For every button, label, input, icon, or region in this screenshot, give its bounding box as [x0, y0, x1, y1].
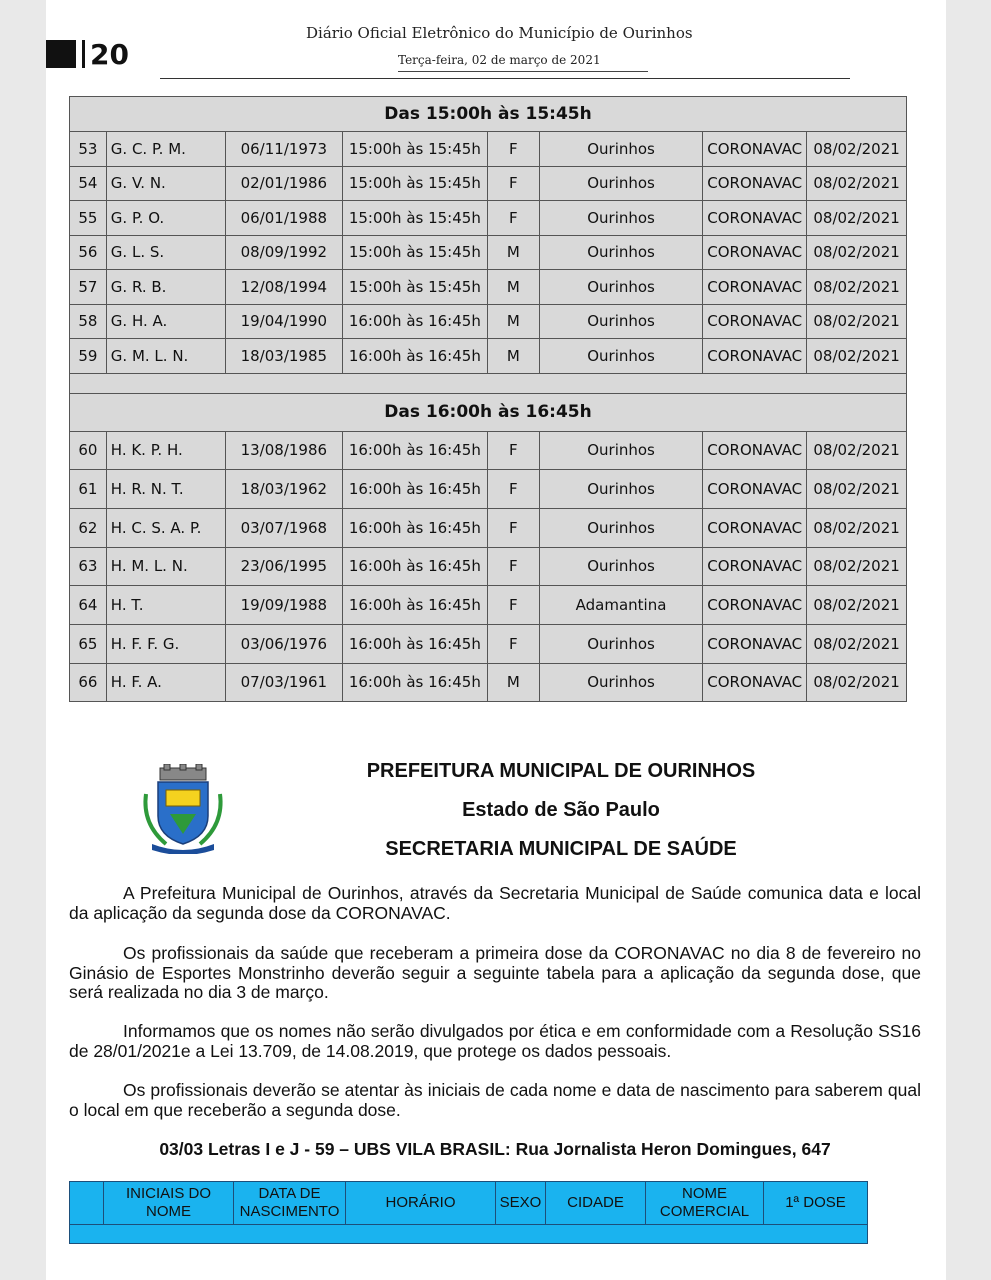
row-number-cell: 61	[70, 470, 107, 509]
sex-cell: M	[487, 304, 539, 339]
sex-cell: M	[487, 235, 539, 270]
vaccine-name-cell: CORONAVAC	[703, 586, 807, 625]
header-cell-time: HORÁRIO	[346, 1182, 496, 1225]
city-coat-of-arms	[136, 764, 230, 854]
header-cell-blank	[70, 1182, 104, 1225]
initials-cell: H. M. L. N.	[106, 547, 225, 586]
vaccine-name-cell: CORONAVAC	[703, 663, 807, 702]
initials-cell: H. C. S. A. P.	[106, 508, 225, 547]
city-cell: Ourinhos	[539, 470, 702, 509]
birth-date-cell: 19/09/1988	[225, 586, 342, 625]
city-cell: Ourinhos	[539, 235, 702, 270]
header-cell-sex: SEXO	[496, 1182, 546, 1225]
city-cell: Ourinhos	[539, 304, 702, 339]
initials-cell: G. H. A.	[106, 304, 225, 339]
notice-paragraph: Informamos que os nomes não serão divulgados por ética e em conformidade com a Resolução SS16 de 28/01/2021e a Lei 13.709, de 14.08.2019, que protege os dados pessoais.	[69, 1021, 921, 1061]
sex-cell: M	[487, 663, 539, 702]
row-number-cell: 65	[70, 624, 107, 663]
time-slot-cell: 16:00h às 16:45h	[342, 431, 487, 470]
vaccine-name-cell: CORONAVAC	[703, 304, 807, 339]
time-group-header: Das 16:00h às 16:45h	[70, 393, 907, 431]
sex-cell: F	[487, 508, 539, 547]
notice-heading-prefeitura: PREFEITURA MUNICIPAL DE OURINHOS	[366, 760, 756, 782]
first-dose-date-cell: 08/02/2021	[807, 508, 907, 547]
birth-date-cell: 03/07/1968	[225, 508, 342, 547]
publication-date: Terça-feira, 02 de março de 2021	[398, 53, 648, 72]
time-slot-cell: 15:00h às 15:45h	[342, 166, 487, 201]
sex-cell: F	[487, 470, 539, 509]
time-group-header: Das 15:00h às 15:45h	[70, 97, 907, 132]
vaccine-name-cell: CORONAVAC	[703, 339, 807, 374]
empty-row	[70, 1225, 868, 1244]
city-cell: Ourinhos	[539, 431, 702, 470]
city-cell: Ourinhos	[539, 663, 702, 702]
birth-date-cell: 06/01/1988	[225, 201, 342, 236]
vaccination-location: 03/03 Letras I e J - 59 – UBS VILA BRASIL: Rua Jornalista Heron Domingues, 647	[159, 1139, 831, 1159]
birth-date-cell: 06/11/1973	[225, 132, 342, 167]
birth-date-cell: 07/03/1961	[225, 663, 342, 702]
first-dose-date-cell: 08/02/2021	[807, 304, 907, 339]
notice-heading-estado: Estado de São Paulo	[462, 799, 660, 821]
vaccine-name-cell: CORONAVAC	[703, 270, 807, 305]
page-number-divider	[82, 40, 85, 68]
birth-date-cell: 03/06/1976	[225, 624, 342, 663]
row-number-cell: 54	[70, 166, 107, 201]
vaccine-name-cell: CORONAVAC	[703, 201, 807, 236]
vaccine-name-cell: CORONAVAC	[703, 547, 807, 586]
birth-date-cell: 19/04/1990	[225, 304, 342, 339]
journal-title: Diário Oficial Eletrônico do Município de Ourinhos	[306, 24, 693, 42]
vaccine-name-cell: CORONAVAC	[703, 235, 807, 270]
birth-date-cell: 13/08/1986	[225, 431, 342, 470]
time-slot-cell: 16:00h às 16:45h	[342, 586, 487, 625]
first-dose-date-cell: 08/02/2021	[807, 166, 907, 201]
notice-paragraph: Os profissionais da saúde que receberam a primeira dose da CORONAVAC no dia 8 de fevereiro no Ginásio de Esportes Monstrinho deverão seguir a seguinte tabela para a aplicação da segunda dose, que será realizada no dia 3 de março.	[69, 943, 921, 1002]
row-number-cell: 55	[70, 201, 107, 236]
time-slot-cell: 16:00h às 16:45h	[342, 304, 487, 339]
row-number-cell: 53	[70, 132, 107, 167]
header-rule	[160, 78, 850, 79]
birth-date-cell: 23/06/1995	[225, 547, 342, 586]
row-number-cell: 64	[70, 586, 107, 625]
header-cell-initials: INICIAIS DO NOME	[104, 1182, 234, 1225]
row-number-cell: 66	[70, 663, 107, 702]
first-dose-date-cell: 08/02/2021	[807, 339, 907, 374]
city-cell: Ourinhos	[539, 201, 702, 236]
vaccine-name-cell: CORONAVAC	[703, 132, 807, 167]
spacer-row	[70, 373, 907, 393]
table-row	[70, 270, 907, 305]
sex-cell: F	[487, 586, 539, 625]
table-row	[70, 586, 907, 625]
initials-cell: G. M. L. N.	[106, 339, 225, 374]
table-row	[70, 547, 907, 586]
row-number-cell: 62	[70, 508, 107, 547]
table-row	[70, 304, 907, 339]
sex-cell: F	[487, 431, 539, 470]
birth-date-cell: 18/03/1985	[225, 339, 342, 374]
sex-cell: F	[487, 132, 539, 167]
first-dose-date-cell: 08/02/2021	[807, 270, 907, 305]
city-cell: Ourinhos	[539, 132, 702, 167]
row-number-cell: 59	[70, 339, 107, 374]
sex-cell: F	[487, 166, 539, 201]
city-cell: Ourinhos	[539, 624, 702, 663]
row-number-cell: 58	[70, 304, 107, 339]
first-dose-date-cell: 08/02/2021	[807, 470, 907, 509]
time-slot-cell: 16:00h às 16:45h	[342, 470, 487, 509]
initials-cell: H. F. F. G.	[106, 624, 225, 663]
table-row	[70, 624, 907, 663]
initials-cell: H. K. P. H.	[106, 431, 225, 470]
initials-cell: H. T.	[106, 586, 225, 625]
time-slot-cell: 16:00h às 16:45h	[342, 339, 487, 374]
header-cell-brand: NOME COMERCIAL	[646, 1182, 764, 1225]
city-cell: Ourinhos	[539, 547, 702, 586]
time-slot-cell: 15:00h às 15:45h	[342, 132, 487, 167]
first-dose-date-cell: 08/02/2021	[807, 431, 907, 470]
city-cell: Ourinhos	[539, 166, 702, 201]
vaccine-name-cell: CORONAVAC	[703, 166, 807, 201]
first-dose-date-cell: 08/02/2021	[807, 586, 907, 625]
row-number-cell: 56	[70, 235, 107, 270]
vaccine-name-cell: CORONAVAC	[703, 470, 807, 509]
sex-cell: M	[487, 270, 539, 305]
time-slot-cell: 15:00h às 15:45h	[342, 201, 487, 236]
sex-cell: F	[487, 547, 539, 586]
birth-date-cell: 02/01/1986	[225, 166, 342, 201]
time-slot-cell: 16:00h às 16:45h	[342, 547, 487, 586]
first-dose-date-cell: 08/02/2021	[807, 132, 907, 167]
page-number-block	[46, 40, 76, 68]
row-number-cell: 63	[70, 547, 107, 586]
initials-cell: G. P. O.	[106, 201, 225, 236]
birth-date-cell: 18/03/1962	[225, 470, 342, 509]
row-number-cell: 60	[70, 431, 107, 470]
time-slot-cell: 16:00h às 16:45h	[342, 508, 487, 547]
second-dose-table-header	[69, 1181, 868, 1244]
notice-paragraph: A Prefeitura Municipal de Ourinhos, através da Secretaria Municipal de Saúde comunica data e local da aplicação da segunda dose da CORONAVAC.	[69, 883, 921, 923]
initials-cell: G. L. S.	[106, 235, 225, 270]
initials-cell: G. R. B.	[106, 270, 225, 305]
sex-cell: F	[487, 201, 539, 236]
sex-cell: M	[487, 339, 539, 374]
document-page	[46, 0, 946, 1280]
header-cell-first-dose: 1ª DOSE	[764, 1182, 868, 1225]
table-row	[70, 431, 907, 470]
vaccine-name-cell: CORONAVAC	[703, 431, 807, 470]
birth-date-cell: 08/09/1992	[225, 235, 342, 270]
vaccination-table	[69, 96, 907, 702]
initials-cell: H. F. A.	[106, 663, 225, 702]
header-cell-birthdate: DATA DE NASCIMENTO	[234, 1182, 346, 1225]
initials-cell: G. C. P. M.	[106, 132, 225, 167]
table-row	[70, 339, 907, 374]
city-cell: Ourinhos	[539, 339, 702, 374]
sex-cell: F	[487, 624, 539, 663]
table-row	[70, 166, 907, 201]
first-dose-date-cell: 08/02/2021	[807, 663, 907, 702]
table-row	[70, 132, 907, 167]
page-number: 20	[90, 38, 129, 71]
table-row	[70, 201, 907, 236]
table-row	[70, 663, 907, 702]
notice-paragraph: Os profissionais deverão se atentar às iniciais de cada nome e data de nascimento para saberem qual o local em que receberão a segunda dose.	[69, 1080, 921, 1120]
vaccine-name-cell: CORONAVAC	[703, 624, 807, 663]
time-slot-cell: 15:00h às 15:45h	[342, 235, 487, 270]
notice-heading-secretaria: SECRETARIA MUNICIPAL DE SAÚDE	[385, 838, 737, 860]
time-slot-cell: 16:00h às 16:45h	[342, 624, 487, 663]
first-dose-date-cell: 08/02/2021	[807, 235, 907, 270]
first-dose-date-cell: 08/02/2021	[807, 547, 907, 586]
initials-cell: G. V. N.	[106, 166, 225, 201]
first-dose-date-cell: 08/02/2021	[807, 624, 907, 663]
header-cell-city: CIDADE	[546, 1182, 646, 1225]
row-number-cell: 57	[70, 270, 107, 305]
table-row	[70, 470, 907, 509]
vaccine-name-cell: CORONAVAC	[703, 508, 807, 547]
table-row	[70, 235, 907, 270]
first-dose-date-cell: 08/02/2021	[807, 201, 907, 236]
city-cell: Ourinhos	[539, 508, 702, 547]
table-row	[70, 508, 907, 547]
birth-date-cell: 12/08/1994	[225, 270, 342, 305]
time-slot-cell: 16:00h às 16:45h	[342, 663, 487, 702]
city-cell: Adamantina	[539, 586, 702, 625]
initials-cell: H. R. N. T.	[106, 470, 225, 509]
time-slot-cell: 15:00h às 15:45h	[342, 270, 487, 305]
city-cell: Ourinhos	[539, 270, 702, 305]
